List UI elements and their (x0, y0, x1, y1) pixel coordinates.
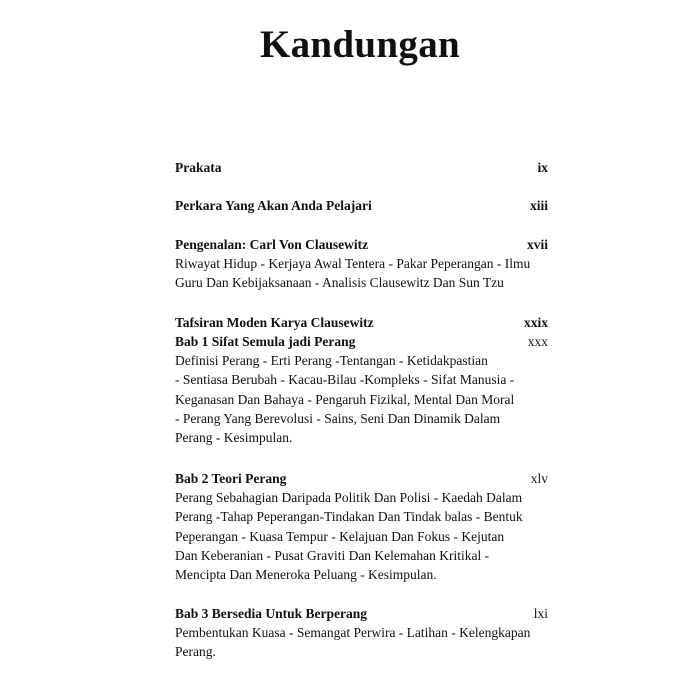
toc-entry-bab-2 (175, 469, 548, 488)
toc-entry-label: Bab 1 Sifat Semula jadi Perang (175, 333, 356, 349)
toc-entry-description (175, 351, 548, 448)
page-title: Kandungan (260, 23, 460, 66)
toc-entry-label: Tafsiran Moden Karya Clausewitz (175, 314, 374, 330)
description-line: Perang Sebahagian Daripada Politik Dan Polisi - Kaedah Dalam (175, 489, 523, 505)
description-line: Perang - Kesimpulan. (175, 430, 293, 446)
toc-entry-tafsiran (175, 313, 548, 332)
description-line: - Sentiasa Berubah - Kacau-Bilau -Kompleks - Sifat Manusia - (175, 372, 515, 388)
toc-entry-prakata (175, 158, 548, 177)
description-line: Guru Dan Kebijaksanaan - Analisis Clausewitz Dan Sun Tzu (175, 275, 504, 291)
table-of-contents (175, 158, 548, 662)
toc-entry-page: xvii (526, 237, 548, 252)
description-line: Mencipta Dan Meneroka Peluang - Kesimpulan. (175, 567, 437, 583)
description-line: Pembentukan Kuasa - Semangat Perwira - Latihan - Kelengkapan (175, 624, 531, 640)
toc-entry-page: xxix (523, 314, 548, 330)
toc-entry-bab-3 (175, 604, 548, 623)
toc-entry-page: ix (537, 160, 548, 175)
toc-entry-label: Prakata (175, 160, 222, 175)
toc-entry-pengenalan (175, 235, 548, 254)
description-line: Perang -Tahap Peperangan-Tindakan Dan Tindak balas - Bentuk (175, 509, 523, 525)
toc-entry-perkara (175, 196, 548, 215)
toc-entry-page: lxi (533, 605, 548, 621)
toc-entry-page: xxx (527, 333, 548, 349)
toc-entry-page: xlv (530, 470, 548, 486)
toc-entry-description (175, 254, 548, 293)
description-line: - Perang Yang Berevolusi - Sains, Seni Dan Dinamik Dalam (175, 411, 501, 427)
toc-entry-label: Bab 2 Teori Perang (175, 470, 287, 486)
description-line: Perang. (175, 644, 216, 660)
toc-entry-description (175, 623, 548, 662)
description-line: Dan Keberanian - Pusat Graviti Dan Kelemahan Kritikal - (175, 548, 490, 564)
toc-entry-label: Perkara Yang Akan Anda Pelajari (175, 198, 372, 213)
toc-entry-description (175, 488, 548, 585)
description-line: Peperangan - Kuasa Tempur - Kelajuan Dan Fokus - Kejutan (175, 528, 505, 544)
toc-entry-label: Pengenalan: Carl Von Clausewitz (175, 237, 369, 252)
description-line: Riwayat Hidup - Kerjaya Awal Tentera - Pakar Peperangan - Ilmu (175, 256, 531, 271)
description-line: Definisi Perang - Erti Perang -Tentangan - Ketidakpastian (175, 352, 488, 368)
toc-entry-bab-1 (175, 332, 548, 351)
toc-entry-page: xiii (529, 198, 548, 213)
description-line: Keganasan Dan Bahaya - Pengaruh Fizikal, Mental Dan Moral (175, 391, 515, 407)
toc-entry-label: Bab 3 Bersedia Untuk Berperang (175, 605, 368, 621)
